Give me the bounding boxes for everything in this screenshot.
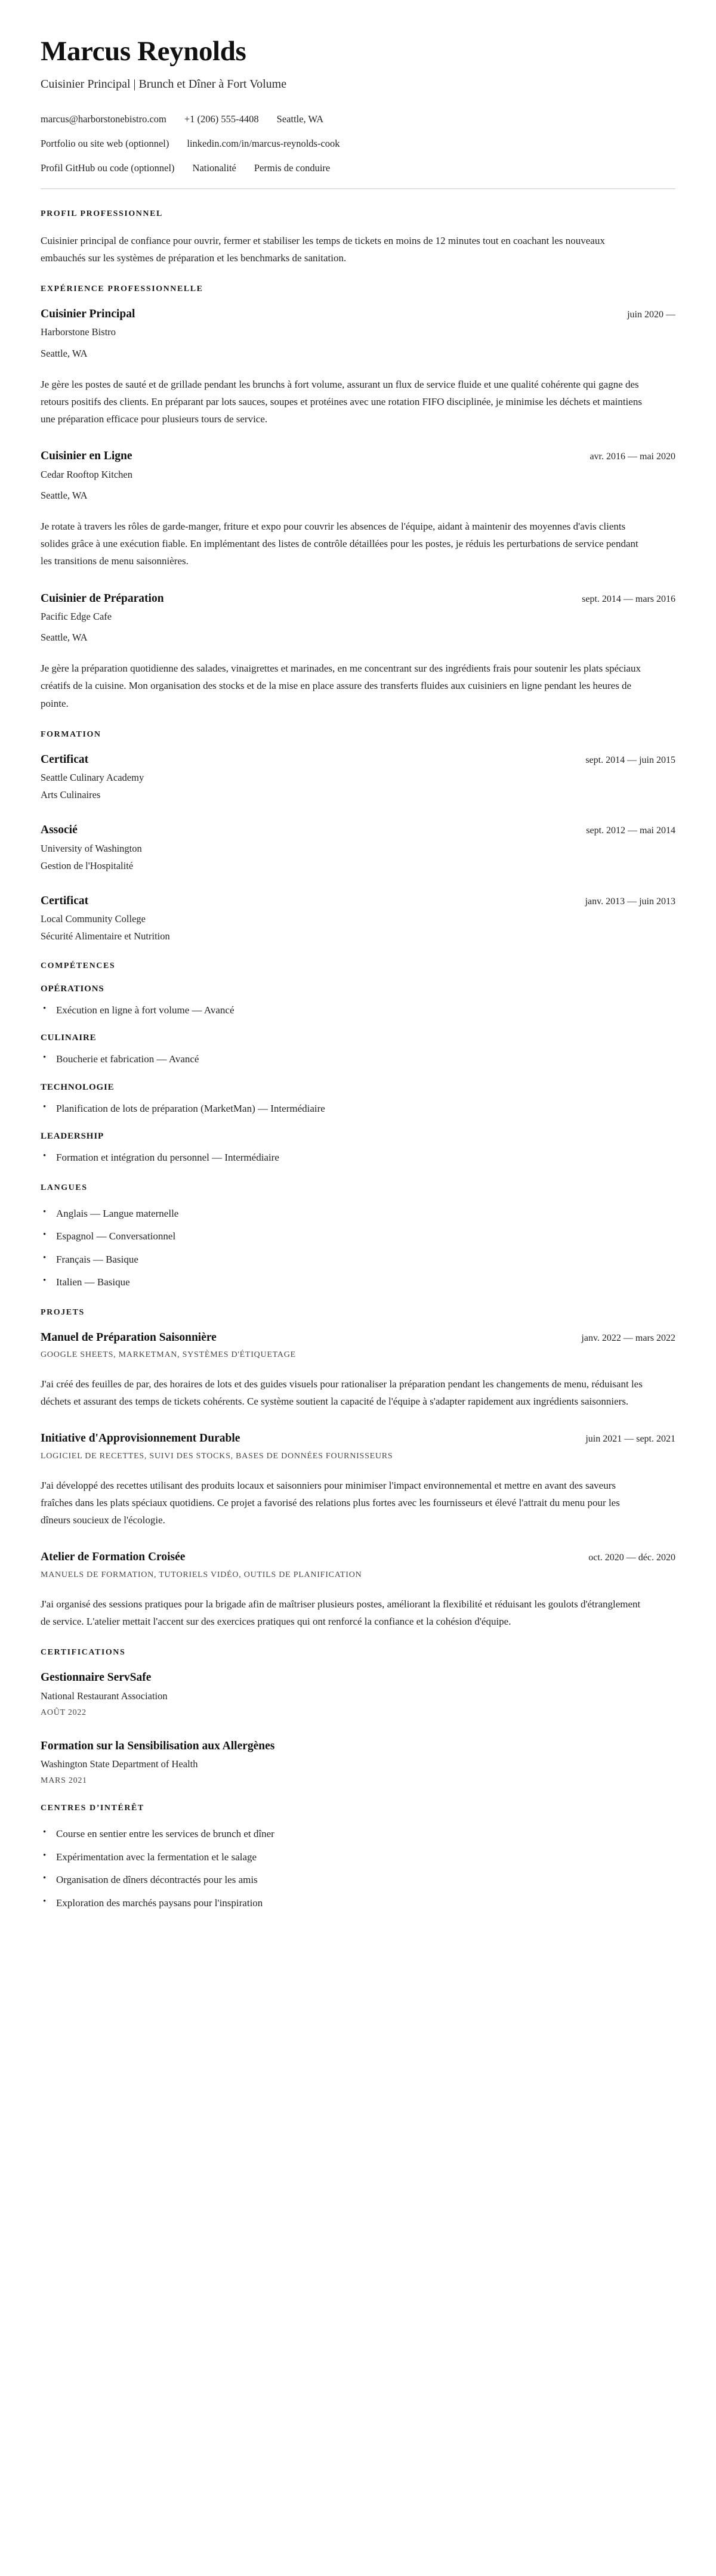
certification-name: Gestionnaire ServSafe (41, 1671, 152, 1684)
section-title-profile: PROFIL PROFESSIONNEL (41, 209, 163, 218)
certification-issuer: Washington State Department of Health (41, 1758, 198, 1770)
experience-entry-head (41, 307, 675, 321)
language-item: • Anglais — Langue maternelle (41, 1206, 675, 1221)
experience-location: Seattle, WA (41, 489, 88, 501)
education-date: sept. 2012 — mai 2014 (586, 825, 675, 836)
interest-item: • Organisation de dîners décontractés pour les amis (41, 1872, 675, 1888)
section-title-languages: LANGUES (41, 1183, 88, 1192)
project-name: Initiative d'Approvisionnement Durable (41, 1432, 240, 1445)
section-title-skills: COMPÉTENCES (41, 961, 116, 970)
certification-date: MARS 2021 (41, 1776, 87, 1786)
education-entry (41, 894, 675, 944)
section-profile (41, 209, 675, 267)
experience-entry (41, 592, 675, 712)
education-date: janv. 2013 — juin 2013 (585, 896, 675, 907)
project-entry (41, 1550, 675, 1630)
skill-list (41, 1150, 675, 1165)
section-title-projects: PROJETS (41, 1307, 85, 1317)
contact-nationality: Nationalité (192, 162, 236, 174)
experience-date: juin 2020 — (627, 310, 675, 320)
project-tools: GOOGLE SHEETS, MARKETMAN, SYSTÈMES D'ÉTIQUETAGE (41, 1350, 296, 1359)
education-degree: Certificat (41, 894, 89, 907)
project-entry (41, 1331, 675, 1411)
experience-location: Seattle, WA (41, 347, 88, 359)
section-skills (41, 961, 675, 1165)
experience-entry (41, 307, 675, 428)
education-date: sept. 2014 — juin 2015 (585, 754, 675, 765)
section-title-certifications: CERTIFICATIONS (41, 1648, 126, 1657)
education-entry-head (41, 823, 675, 837)
education-school: Local Community College (41, 913, 146, 925)
contact-github[interactable]: Profil GitHub ou code (optionnel) (41, 162, 175, 174)
education-entry (41, 753, 675, 802)
project-entry-head (41, 1550, 675, 1564)
contact-row-3 (41, 161, 675, 175)
education-school: University of Washington (41, 842, 142, 854)
experience-role: Cuisinier Principal (41, 308, 135, 321)
skill-list (41, 1003, 675, 1018)
contact-phone[interactable]: +1 (206) 555-4408 (184, 113, 259, 125)
section-title-education: FORMATION (41, 729, 101, 739)
project-tools: LOGICIEL DE RECETTES, SUIVI DES STOCKS, BASES DE DONNÉES FOURNISSEURS (41, 1451, 393, 1461)
contact-email[interactable]: marcus@harborstonebistro.com (41, 113, 166, 125)
experience-description: Je gère les postes de sauté et de grillade pendant les brunchs à fort volume, assurant un flux de service fluide et une qualité cohérente qui gagne des retours positifs des clients. En préparant par lots sauces, soupes et protéines avec une rotation FIFO disciplinée, je minimise les déchets et maintiens une préparation efficace pour plusieurs tours de service. (41, 378, 642, 425)
skill-item: • Planification de lots de préparation (MarketMan) — Intermédiaire (41, 1101, 675, 1117)
section-languages (41, 1183, 675, 1290)
project-entry-head (41, 1331, 675, 1345)
certification-name: Formation sur la Sensibilisation aux Allergènes (41, 1739, 275, 1752)
language-item: • Italien — Basique (41, 1275, 675, 1290)
contact-driving-license: Permis de conduire (254, 162, 331, 174)
section-interests (41, 1804, 675, 1910)
project-name: Atelier de Formation Croisée (41, 1551, 186, 1564)
interest-item: • Course en sentier entre les services de brunch et dîner (41, 1826, 675, 1842)
certification-entry (41, 1739, 675, 1786)
contact-location: Seattle, WA (276, 113, 324, 125)
profile-summary: Cuisinier principal de confiance pour ouvrir, fermer et stabiliser les temps de tickets en moins de 12 minutes tout en coachant les nouveaux embauchés sur les systèmes de préparation et les benchmarks de sanitation. (41, 234, 605, 264)
language-item: • Espagnol — Conversationnel (41, 1229, 675, 1244)
interest-list (41, 1826, 675, 1910)
project-entry-head (41, 1431, 675, 1446)
experience-date: sept. 2014 — mars 2016 (582, 593, 675, 604)
experience-role: Cuisinier de Préparation (41, 592, 164, 605)
experience-entry-head (41, 592, 675, 606)
contact-row-2 (41, 137, 675, 151)
section-education (41, 730, 675, 944)
education-school: Seattle Culinary Academy (41, 772, 144, 784)
experience-entry (41, 449, 675, 570)
certification-entry (41, 1671, 675, 1717)
experience-role: Cuisinier en Ligne (41, 450, 132, 463)
skill-group (41, 1033, 675, 1067)
education-field: Sécurité Alimentaire et Nutrition (41, 930, 170, 942)
project-date: oct. 2020 — déc. 2020 (588, 1553, 675, 1563)
interest-item: • Exploration des marchés paysans pour l'inspiration (41, 1895, 675, 1911)
experience-company: Pacific Edge Cafe (41, 610, 112, 622)
candidate-headline: Cuisinier Principal | Brunch et Dîner à Fort Volume (41, 77, 287, 91)
education-entry-head (41, 753, 675, 767)
contact-row-1 (41, 112, 675, 126)
language-item: • Français — Basique (41, 1252, 675, 1267)
project-description: J'ai organisé des sessions pratiques pour la brigade afin de maîtriser plusieurs postes, améliorant la flexibilité et réduisant les goulots d'étranglement de service. L'atelier mettait l'accent sur des exercices pratiques qui ont renforcé la confiance et la cohésion d'équipe. (41, 1598, 641, 1628)
section-certifications (41, 1648, 675, 1786)
skill-group (41, 1083, 675, 1117)
project-description: J'ai développé des recettes utilisant des produits locaux et saisonniers pour minimiser l'impact environnemental et mettre en avant des saveurs fraîches dans les plats spéciaux quotidiens. Ce projet a favorisé des relations plus fortes avec les fournisseurs et élevé l'attrait du menu pour les dîneurs soucieux de l'écologie. (41, 1479, 620, 1526)
header-divider (41, 188, 675, 189)
experience-company: Cedar Rooftop Kitchen (41, 468, 132, 480)
experience-description: Je gère la préparation quotidienne des salades, vinaigrettes et marinades, en me concentrant sur des ingrédients frais pour soutenir les plats spéciaux créatifs de la cuisine. Mon organisation des stocks et de la mise en place assure des transferts fluides aux cuisiniers en ligne pendant les heures de pointe. (41, 663, 641, 709)
skill-list (41, 1052, 675, 1067)
section-projects (41, 1308, 675, 1631)
section-experience (41, 284, 675, 712)
skill-group (41, 1131, 675, 1165)
project-description: J'ai créé des feuilles de par, des horaires de lots et des guides visuels pour rationaliser la préparation pendant les changements de menu, réduisant les déchets et assurant des temps de tickets cohérents. Ce système soutient la capacité de l'équipe à s'adapter rapidement aux ingrédients saisonniers. (41, 1378, 643, 1408)
project-tools: MANUELS DE FORMATION, TUTORIELS VIDÉO, OUTILS DE PLANIFICATION (41, 1570, 362, 1579)
section-title-interests: CENTRES D’INTÉRÊT (41, 1804, 144, 1813)
project-date: janv. 2022 — mars 2022 (581, 1332, 675, 1343)
experience-company: Harborstone Bistro (41, 326, 116, 338)
contact-portfolio[interactable]: Portfolio ou site web (optionnel) (41, 137, 169, 149)
certification-issuer: National Restaurant Association (41, 1690, 168, 1702)
skill-category: OPÉRATIONS (41, 984, 104, 994)
candidate-name: Marcus Reynolds (41, 36, 246, 67)
education-degree: Certificat (41, 753, 89, 766)
section-title-experience: EXPÉRIENCE PROFESSIONNELLE (41, 284, 203, 294)
language-list (41, 1206, 675, 1290)
skill-item: • Formation et intégration du personnel — Intermédiaire (41, 1150, 675, 1165)
project-date: juin 2021 — sept. 2021 (585, 1434, 675, 1445)
contact-linkedin[interactable]: linkedin.com/in/marcus-reynolds-cook (187, 137, 340, 149)
education-field: Arts Culinaires (41, 789, 101, 801)
contact-block (41, 112, 675, 175)
education-entry-head (41, 894, 675, 908)
skill-item: • Boucherie et fabrication — Avancé (41, 1052, 675, 1067)
education-entry (41, 823, 675, 873)
experience-date: avr. 2016 — mai 2020 (590, 452, 675, 462)
skill-category: CULINAIRE (41, 1033, 97, 1043)
experience-description: Je rotate à travers les rôles de garde-manger, friture et expo pour couvrir les absences de l'équipe, aidant à maintenir des moyennes d'avis clients solides grâce à une exécution fiable. En implémentant des listes de contrôle détaillées pour les postes, je réduis les perturbations de service pendant les transitions de menu saisonnières. (41, 520, 638, 567)
skill-category: LEADERSHIP (41, 1131, 104, 1142)
project-entry (41, 1431, 675, 1529)
experience-location: Seattle, WA (41, 632, 88, 644)
project-name: Manuel de Préparation Saisonnière (41, 1331, 217, 1344)
experience-entry-head (41, 449, 675, 463)
resume-header (41, 37, 675, 175)
skill-category: TECHNOLOGIE (41, 1082, 115, 1092)
education-degree: Associé (41, 824, 78, 837)
interest-item: • Expérimentation avec la fermentation et le salage (41, 1850, 675, 1865)
skill-list (41, 1101, 675, 1117)
certification-date: AOÛT 2022 (41, 1708, 87, 1717)
education-field: Gestion de l'Hospitalité (41, 859, 134, 871)
skill-group (41, 984, 675, 1018)
skill-item: • Exécution en ligne à fort volume — Avancé (41, 1003, 675, 1018)
